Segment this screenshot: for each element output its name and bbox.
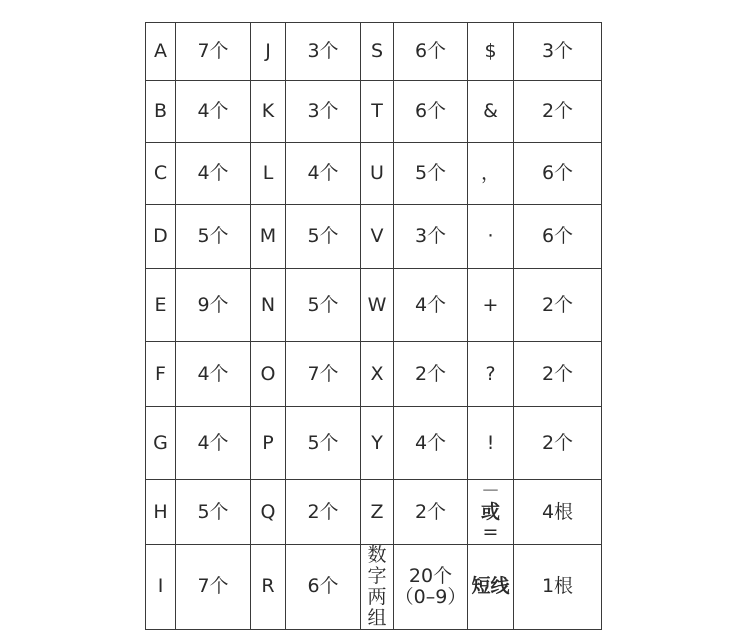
count-cell: 5个 xyxy=(286,269,361,342)
table-row xyxy=(146,143,602,205)
count-cell: 7个 xyxy=(176,545,251,630)
symbol-cell: & xyxy=(468,81,514,143)
table-row xyxy=(146,205,602,269)
char-cell: M xyxy=(251,205,286,269)
char-cell: D xyxy=(146,205,176,269)
count-cell: 5个 xyxy=(176,205,251,269)
table-row xyxy=(146,407,602,480)
table-row xyxy=(146,23,602,81)
count-cell: 2个 xyxy=(394,480,468,545)
count-cell: 4个 xyxy=(176,342,251,407)
char-cell: U xyxy=(361,143,394,205)
table-row xyxy=(146,269,602,342)
char-cell: R xyxy=(251,545,286,630)
count-cell: 4个 xyxy=(394,407,468,480)
digits-group-cell xyxy=(361,545,394,630)
char-cell: W xyxy=(361,269,394,342)
dash-symbol: － xyxy=(480,479,500,502)
char-cell: H xyxy=(146,480,176,545)
count-cell: 2个 xyxy=(514,342,602,407)
char-cell: C xyxy=(146,143,176,205)
count-cell: 3个 xyxy=(286,23,361,81)
character-count-table xyxy=(145,22,602,630)
table-row xyxy=(146,545,602,630)
count-cell: 2个 xyxy=(514,81,602,143)
count-cell: 6个 xyxy=(394,81,468,143)
count-cell: 4个 xyxy=(176,81,251,143)
char-cell: X xyxy=(361,342,394,407)
count-cell: 4个 xyxy=(176,143,251,205)
count-cell: 1根 xyxy=(514,545,602,630)
char-cell: F xyxy=(146,342,176,407)
count-cell: 5个 xyxy=(286,407,361,480)
count-cell: 2个 xyxy=(286,480,361,545)
two-groups-label: 两组 xyxy=(367,585,387,629)
symbol-cell: · xyxy=(468,205,514,269)
table-row xyxy=(146,480,602,545)
char-cell: G xyxy=(146,407,176,480)
count-cell: 4个 xyxy=(394,269,468,342)
char-cell: V xyxy=(361,205,394,269)
count-cell: 2个 xyxy=(514,269,602,342)
digits-range: （0–9） xyxy=(394,585,467,608)
count-cell: 4个 xyxy=(286,143,361,205)
digits-count: 20个 xyxy=(408,564,453,587)
symbol-cell: ， xyxy=(468,143,514,205)
count-cell: 7个 xyxy=(176,23,251,81)
char-cell: T xyxy=(361,81,394,143)
char-cell: N xyxy=(251,269,286,342)
count-cell: 4个 xyxy=(176,407,251,480)
count-cell: 6个 xyxy=(286,545,361,630)
count-cell: 2个 xyxy=(394,342,468,407)
symbol-cell: $ xyxy=(468,23,514,81)
char-cell: Q xyxy=(251,480,286,545)
count-cell xyxy=(394,545,468,630)
count-cell: 6个 xyxy=(514,205,602,269)
count-cell: 3个 xyxy=(286,81,361,143)
char-cell: P xyxy=(251,407,286,480)
digits-label: 数字 xyxy=(367,544,387,587)
count-cell: 3个 xyxy=(514,23,602,81)
char-cell: Y xyxy=(361,407,394,480)
count-cell: 9个 xyxy=(176,269,251,342)
count-cell: 6个 xyxy=(514,143,602,205)
char-cell: S xyxy=(361,23,394,81)
symbol-cell: ? xyxy=(468,342,514,407)
table-row xyxy=(146,342,602,407)
char-cell: J xyxy=(251,23,286,81)
count-cell: 5个 xyxy=(394,143,468,205)
symbol-cell: + xyxy=(468,269,514,342)
char-cell: L xyxy=(251,143,286,205)
char-cell: A xyxy=(146,23,176,81)
char-cell: E xyxy=(146,269,176,342)
equals-symbol: = xyxy=(482,521,499,544)
count-cell: 5个 xyxy=(176,480,251,545)
or-label: 或 xyxy=(480,500,500,523)
short-line-cell: 短线 xyxy=(468,545,514,630)
count-cell: 5个 xyxy=(286,205,361,269)
symbol-cell xyxy=(468,480,514,545)
count-cell: 2个 xyxy=(514,407,602,480)
symbol-cell: ! xyxy=(468,407,514,480)
char-cell: I xyxy=(146,545,176,630)
count-cell: 4根 xyxy=(514,480,602,545)
count-cell: 7个 xyxy=(286,342,361,407)
count-cell: 3个 xyxy=(394,205,468,269)
char-cell: B xyxy=(146,81,176,143)
char-cell: K xyxy=(251,81,286,143)
count-cell: 6个 xyxy=(394,23,468,81)
char-cell: Z xyxy=(361,480,394,545)
char-cell: O xyxy=(251,342,286,407)
table-row xyxy=(146,81,602,143)
